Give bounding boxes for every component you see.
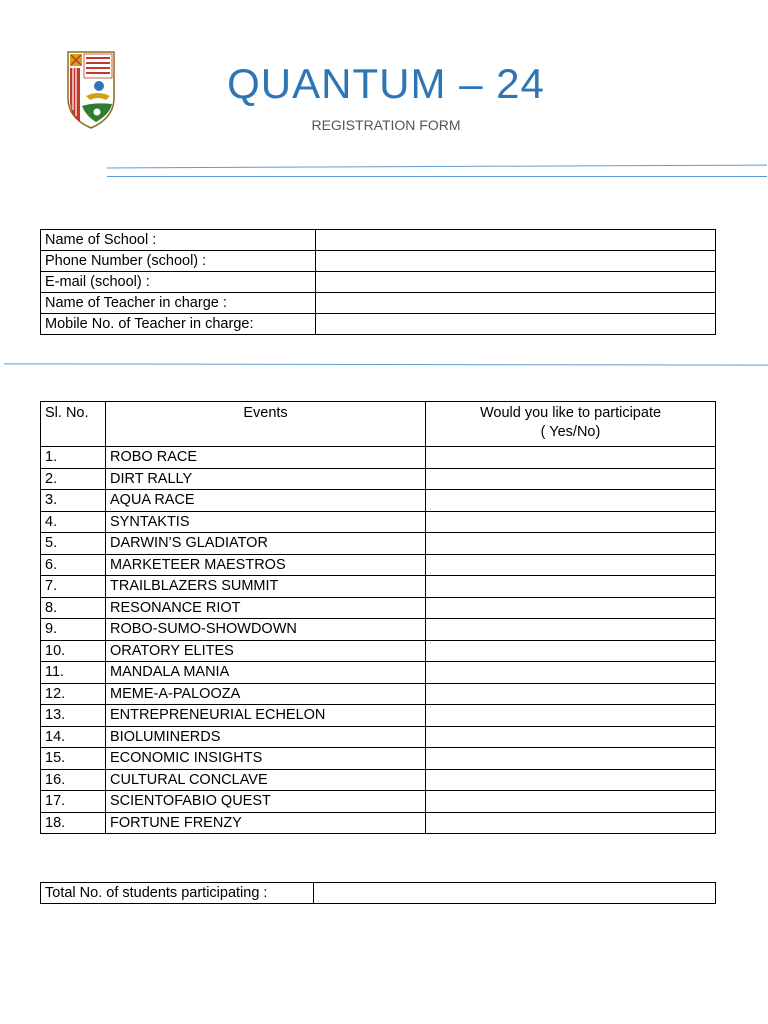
event-participate-field[interactable] xyxy=(426,748,716,770)
total-label: Total No. of students participating : xyxy=(41,883,314,904)
school-info-value-field[interactable] xyxy=(316,314,716,335)
school-info-value-field[interactable] xyxy=(316,251,716,272)
event-name: FORTUNE FRENZY xyxy=(106,812,426,834)
event-participate-field[interactable] xyxy=(426,705,716,727)
table-row xyxy=(41,576,716,598)
divider-top-1 xyxy=(107,165,767,169)
table-row xyxy=(41,490,716,512)
table-row xyxy=(41,791,716,813)
total-row xyxy=(41,883,716,904)
event-participate-field[interactable] xyxy=(426,447,716,469)
school-info-table xyxy=(40,229,716,335)
event-participate-field[interactable] xyxy=(426,576,716,598)
event-participate-field[interactable] xyxy=(426,683,716,705)
table-row xyxy=(41,554,716,576)
event-participate-field[interactable] xyxy=(426,597,716,619)
event-participate-field[interactable] xyxy=(426,554,716,576)
event-sl-no: 2. xyxy=(41,468,106,490)
event-participate-field[interactable] xyxy=(426,726,716,748)
event-name: DIRT RALLY xyxy=(106,468,426,490)
event-sl-no: 1. xyxy=(41,447,106,469)
table-row xyxy=(41,468,716,490)
event-sl-no: 9. xyxy=(41,619,106,641)
event-name: DARWIN’S GLADIATOR xyxy=(106,533,426,555)
school-crest-icon xyxy=(66,50,116,130)
event-sl-no: 8. xyxy=(41,597,106,619)
event-sl-no: 3. xyxy=(41,490,106,512)
table-row xyxy=(41,748,716,770)
total-value-field[interactable] xyxy=(314,883,716,904)
header-events: Events xyxy=(106,402,426,447)
event-name: ROBO RACE xyxy=(106,447,426,469)
event-sl-no: 6. xyxy=(41,554,106,576)
event-participate-field[interactable] xyxy=(426,533,716,555)
event-name: TRAILBLAZERS SUMMIT xyxy=(106,576,426,598)
divider-middle xyxy=(4,363,768,365)
table-row xyxy=(41,726,716,748)
event-name: ENTREPRENEURIAL ECHELON xyxy=(106,705,426,727)
event-name: SCIENTOFABIO QUEST xyxy=(106,791,426,813)
event-name: ROBO-SUMO-SHOWDOWN xyxy=(106,619,426,641)
event-participate-field[interactable] xyxy=(426,662,716,684)
event-sl-no: 5. xyxy=(41,533,106,555)
school-info-label: Phone Number (school) : xyxy=(41,251,316,272)
school-info-row xyxy=(41,314,716,335)
header-participate-line1: Would you like to participate xyxy=(479,405,662,421)
event-name: MARKETEER MAESTROS xyxy=(106,554,426,576)
school-info-row xyxy=(41,230,716,251)
event-sl-no: 16. xyxy=(41,769,106,791)
event-participate-field[interactable] xyxy=(426,791,716,813)
school-info-row xyxy=(41,251,716,272)
event-name: MANDALA MANIA xyxy=(106,662,426,684)
events-header-row xyxy=(41,402,716,447)
table-row xyxy=(41,812,716,834)
school-info-label: Name of School : xyxy=(41,230,316,251)
event-sl-no: 17. xyxy=(41,791,106,813)
table-row xyxy=(41,705,716,727)
event-sl-no: 10. xyxy=(41,640,106,662)
events-table xyxy=(40,401,716,834)
event-sl-no: 7. xyxy=(41,576,106,598)
event-sl-no: 18. xyxy=(41,812,106,834)
event-participate-field[interactable] xyxy=(426,812,716,834)
event-participate-field[interactable] xyxy=(426,468,716,490)
total-table xyxy=(40,882,716,904)
school-info-row xyxy=(41,272,716,293)
school-info-label: Mobile No. of Teacher in charge: xyxy=(41,314,316,335)
header-sl-no: Sl. No. xyxy=(41,402,106,447)
table-row xyxy=(41,640,716,662)
event-participate-field[interactable] xyxy=(426,640,716,662)
event-sl-no: 13. xyxy=(41,705,106,727)
event-name: ORATORY ELITES xyxy=(106,640,426,662)
school-info-value-field[interactable] xyxy=(316,293,716,314)
table-row xyxy=(41,533,716,555)
page-title: QUANTUM – 24 xyxy=(227,60,545,107)
event-name: ECONOMIC INSIGHTS xyxy=(106,748,426,770)
event-participate-field[interactable] xyxy=(426,769,716,791)
event-name: BIOLUMINERDS xyxy=(106,726,426,748)
table-row xyxy=(41,769,716,791)
table-row xyxy=(41,619,716,641)
event-name: MEME-A-PALOOZA xyxy=(106,683,426,705)
event-sl-no: 4. xyxy=(41,511,106,533)
table-row xyxy=(41,447,716,469)
divider-top-2 xyxy=(107,176,767,177)
event-sl-no: 12. xyxy=(41,683,106,705)
event-name: RESONANCE RIOT xyxy=(106,597,426,619)
event-name: CULTURAL CONCLAVE xyxy=(106,769,426,791)
school-info-value-field[interactable] xyxy=(316,230,716,251)
header-participate xyxy=(426,402,716,447)
table-row xyxy=(41,683,716,705)
school-info-row xyxy=(41,293,716,314)
event-sl-no: 14. xyxy=(41,726,106,748)
school-info-value-field[interactable] xyxy=(316,272,716,293)
table-row xyxy=(41,662,716,684)
header-participate-line2: ( Yes/No) xyxy=(540,424,601,440)
event-participate-field[interactable] xyxy=(426,490,716,512)
school-info-label: Name of Teacher in charge : xyxy=(41,293,316,314)
event-sl-no: 11. xyxy=(41,662,106,684)
table-row xyxy=(41,597,716,619)
table-row xyxy=(41,511,716,533)
page-title-block xyxy=(220,58,552,110)
event-name: AQUA RACE xyxy=(106,490,426,512)
event-participate-field[interactable] xyxy=(426,511,716,533)
page-subtitle: REGISTRATION FORM xyxy=(311,117,461,133)
event-name: SYNTAKTIS xyxy=(106,511,426,533)
event-sl-no: 15. xyxy=(41,748,106,770)
event-participate-field[interactable] xyxy=(426,619,716,641)
school-info-label: E-mail (school) : xyxy=(41,272,316,293)
